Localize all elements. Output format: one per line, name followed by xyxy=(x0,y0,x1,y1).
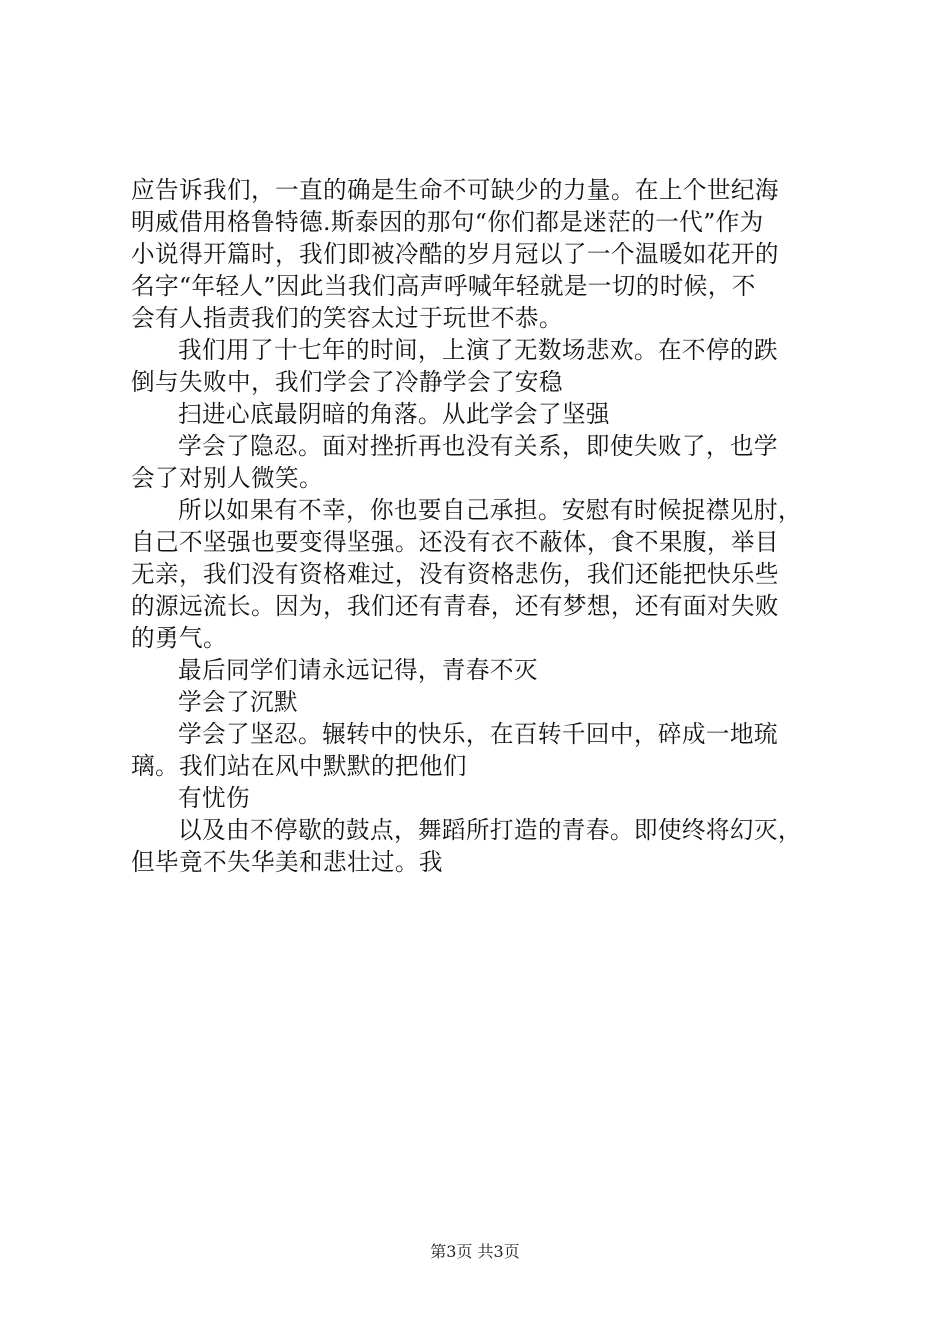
paragraph-start-line: 扫进心底最阴暗的角落。从此学会了坚强 xyxy=(178,400,610,428)
text-line: 倒与失败中，我们学会了冷静学会了安稳 xyxy=(131,368,563,396)
page-number-footer: 第3页 共3页 xyxy=(430,1242,520,1261)
text-line: 小说得开篇时，我们即被冷酷的岁月冠以了一个温暖如花开的 xyxy=(131,240,779,268)
text-line: 自己不坚强也要变得坚强。还没有衣不蔽体，食不果腹，举目 xyxy=(131,528,779,556)
text-line: 名字“年轻人”因此当我们高声呼喊年轻就是一切的时候，不 xyxy=(131,272,756,300)
text-line: 会了对别人微笑。 xyxy=(131,464,323,492)
text-line: 璃。我们站在风中默默的把他们 xyxy=(131,752,467,780)
paragraph-start-line: 最后同学们请永远记得，青春不灭 xyxy=(178,656,538,684)
text-line: 应告诉我们，一直的确是生命不可缺少的力量。在上个世纪海 xyxy=(131,176,779,204)
text-line: 的勇气。 xyxy=(131,624,227,652)
text-line: 无亲，我们没有资格难过，没有资格悲伤，我们还能把快乐些 xyxy=(131,560,779,588)
text-line: 明威借用格鲁特德.斯泰因的那句“你们都是迷茫的一代”作为 xyxy=(131,208,764,236)
text-line: 但毕竟不失华美和悲壮过。我 xyxy=(131,848,443,876)
text-line: 会有人指责我们的笑容太过于玩世不恭。 xyxy=(131,304,563,332)
paragraph-start-line: 以及由不停歇的鼓点，舞蹈所打造的青春。即使终将幻灭， xyxy=(178,816,802,844)
document-body xyxy=(131,174,831,878)
paragraph-start-line: 有忧伤 xyxy=(178,784,250,812)
text-line: 的源远流长。因为，我们还有青春，还有梦想，还有面对失败 xyxy=(131,592,779,620)
paragraph-start-line: 学会了隐忍。面对挫折再也没有关系，即使失败了，也学 xyxy=(178,432,778,460)
paragraph-start-line: 所以如果有不幸，你也要自己承担。安慰有时候捉襟见肘， xyxy=(178,496,802,524)
paragraph-start-line: 我们用了十七年的时间，上演了无数场悲欢。在不停的跌 xyxy=(178,336,778,364)
paragraph-start-line: 学会了沉默 xyxy=(178,688,298,716)
paragraph-start-line: 学会了坚忍。辗转中的快乐，在百转千回中，碎成一地琉 xyxy=(178,720,778,748)
